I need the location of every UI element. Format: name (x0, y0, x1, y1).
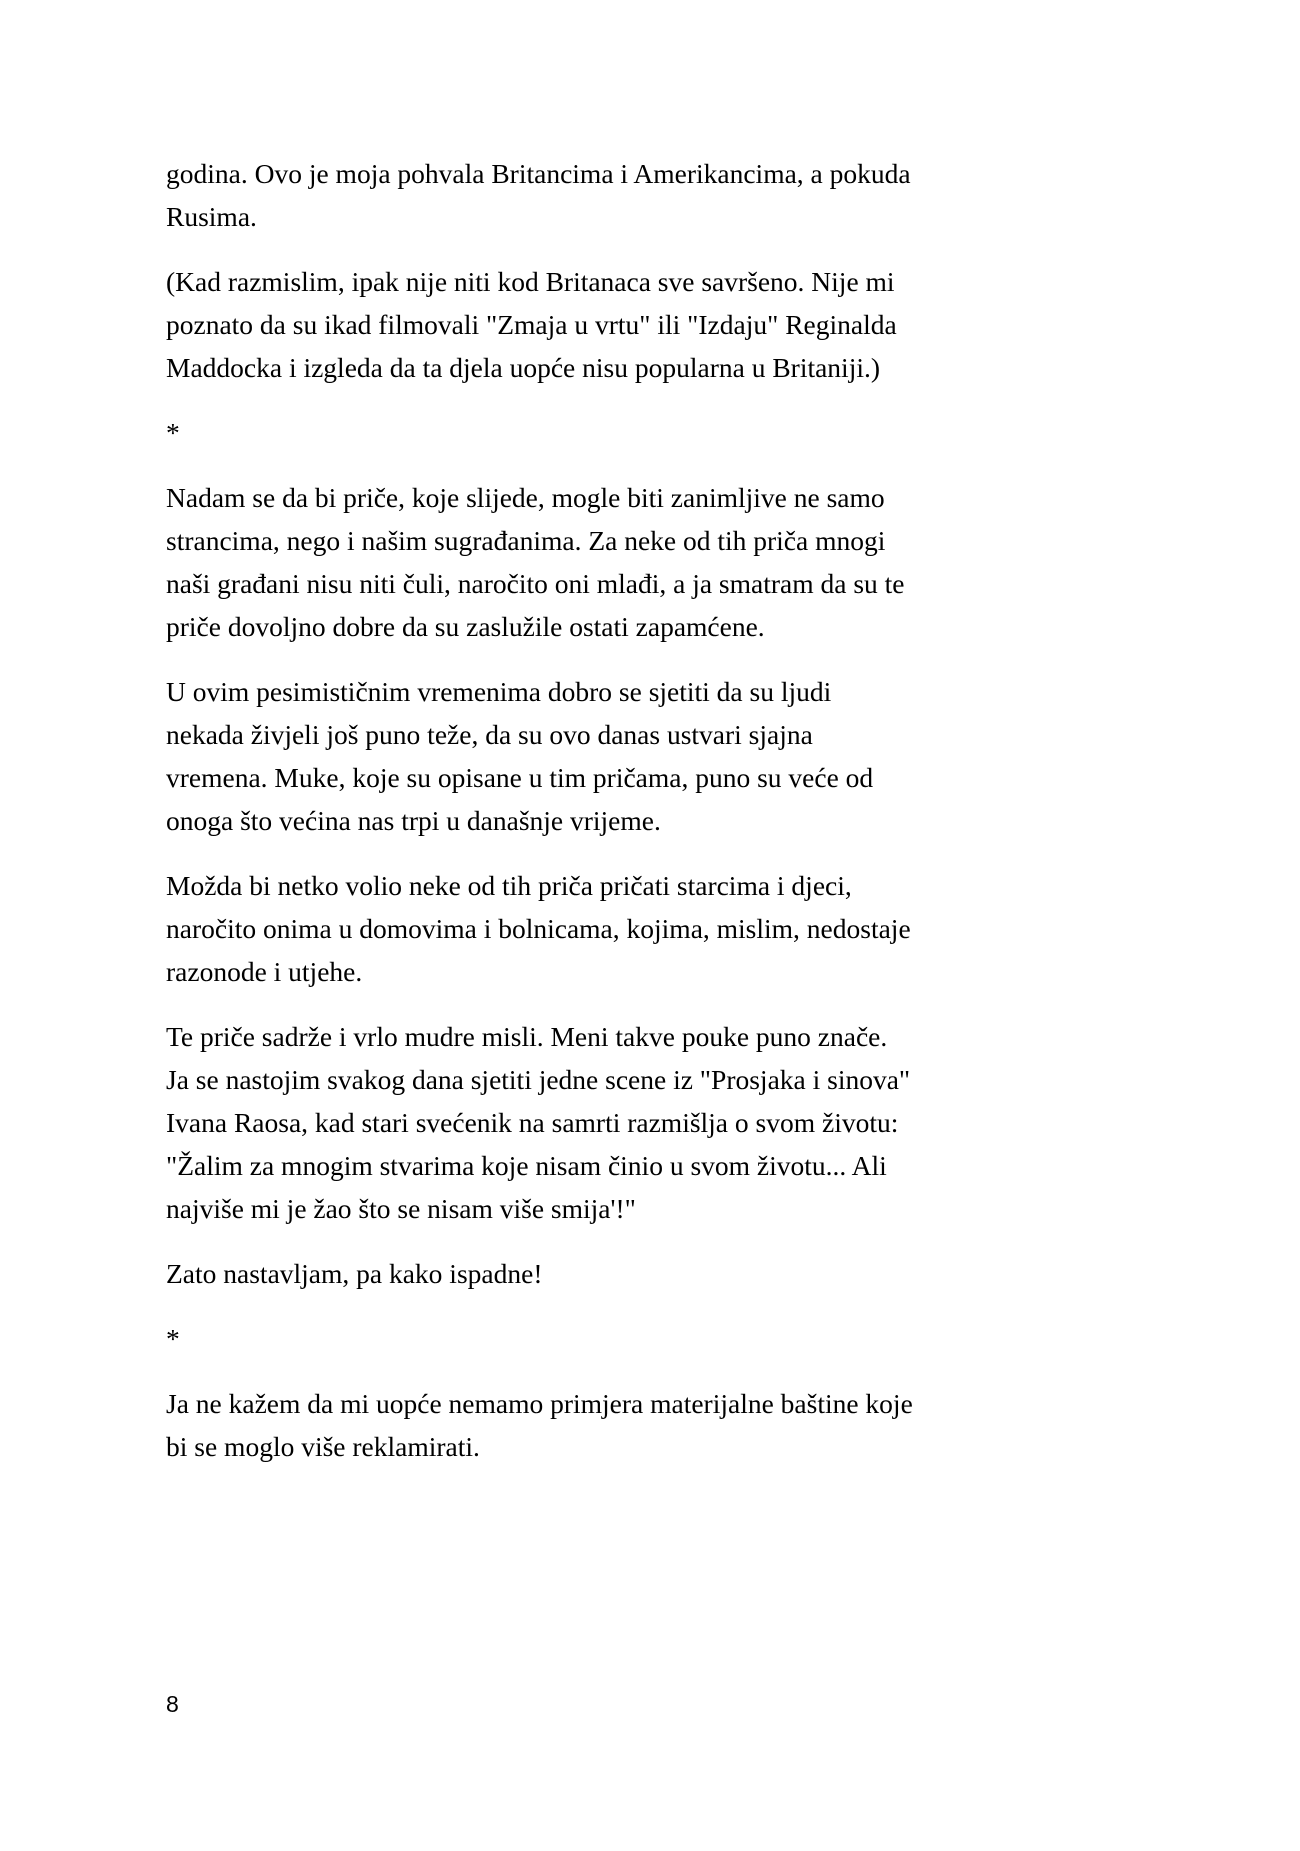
text-line: Maddocka i izgleda da ta djela uopće nisu popularna u Britaniji.) (166, 352, 881, 383)
text-line: Nadam se da bi priče, koje slijede, mogle biti zanimljive ne samo (166, 482, 885, 513)
text-line: bi se moglo više reklamirati. (166, 1431, 480, 1462)
text-line: Ja se nastojim svakog dana sjetiti jedne scene iz "Prosjaka i sinova" (166, 1064, 911, 1095)
paragraph-kad-razmislim (166, 260, 944, 389)
text-line: vremena. Muke, koje su opisane u tim pričama, puno su veće od (166, 762, 874, 793)
page-number: 8 (166, 1691, 179, 1717)
body-text-column (166, 152, 944, 1490)
paragraph-ja-ne-kazem (166, 1382, 944, 1468)
text-line: Ja ne kažem da mi uopće nemamo primjera materijalne baštine koje (166, 1388, 913, 1419)
text-line: nekada živjeli još puno teže, da su ovo danas ustvari sjajna (166, 719, 813, 750)
text-line: Zato nastavljam, pa kako ispadne! (166, 1258, 543, 1289)
paragraph-mozda-bi-netko (166, 864, 944, 993)
text-line: (Kad razmislim, ipak nije niti kod Britanaca sve savršeno. Nije mi (166, 266, 895, 297)
text-line: onoga što većina nas trpi u današnje vrijeme. (166, 805, 661, 836)
text-line: naročito onima u domovima i bolnicama, kojima, mislim, nedostaje (166, 913, 911, 944)
text-line: priče dovoljno dobre da su zaslužile ostati zapamćene. (166, 611, 765, 642)
text-line: Rusima. (166, 201, 257, 232)
text-line: Ivana Raosa, kad stari svećenik na samrti razmišlja o svom životu: (166, 1107, 899, 1138)
text-line: Možda bi netko volio neke od tih priča pričati starcima i djeci, (166, 870, 852, 901)
text-line: strancima, nego i našim sugrađanima. Za neke od tih priča mnogi (166, 525, 886, 556)
paragraph-zato-nastavljam (166, 1252, 944, 1295)
text-line: naši građani nisu niti čuli, naročito oni mlađi, a ja smatram da su te (166, 568, 905, 599)
text-line: poznato da su ikad filmovali "Zmaja u vrtu" ili "Izdaju" Reginalda (166, 309, 897, 340)
paragraph-nadam-se (166, 476, 944, 648)
text-line: razonode i utjehe. (166, 956, 363, 987)
text-line: Te priče sadrže i vrlo mudre misli. Meni takve pouke puno znače. (166, 1021, 888, 1052)
section-separator-2 (166, 1317, 944, 1360)
text-line: U ovim pesimističnim vremenima dobro se sjetiti da su ljudi (166, 676, 832, 707)
section-separator-1 (166, 411, 944, 454)
text-line: "Žalim za mnogim stvarima koje nisam činio u svom životu... Ali (166, 1150, 887, 1181)
paragraph-godina (166, 152, 944, 238)
text-line: najviše mi je žao što se nisam više smija'!" (166, 1193, 636, 1224)
paragraph-te-price-sadrze (166, 1015, 944, 1230)
separator-glyph: * (166, 417, 180, 448)
text-line: godina. Ovo je moja pohvala Britancima i Amerikancima, a pokuda (166, 158, 911, 189)
separator-glyph: * (166, 1323, 180, 1354)
paragraph-u-ovim-pesimisticnim (166, 670, 944, 842)
